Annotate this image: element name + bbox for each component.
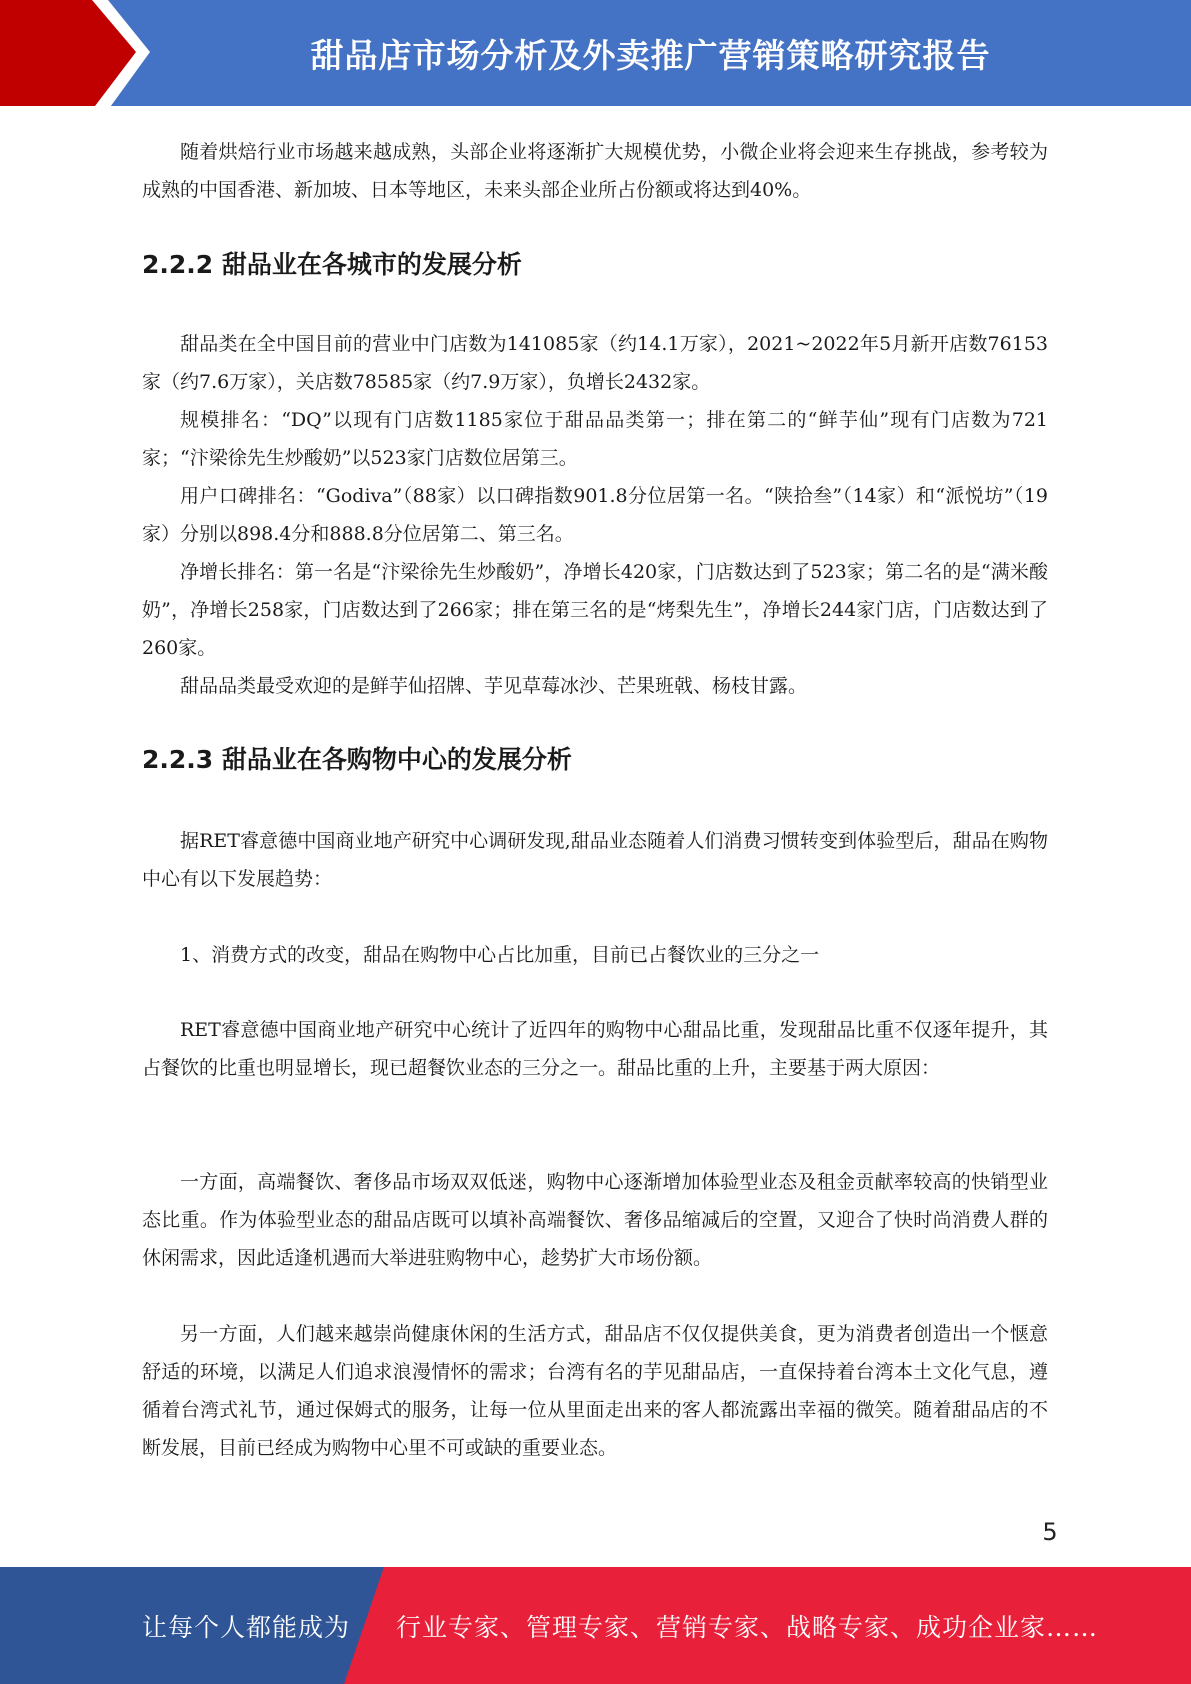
page-header [0, 0, 1191, 110]
page-number: 5 [1042, 1518, 1058, 1546]
footer-slogan-right: 行业专家、管理专家、营销专家、战略专家、成功企业家…… [396, 1612, 1099, 1642]
footer-slogan-left: 让每个人都能成为 [142, 1612, 351, 1642]
paragraph-reason-one: 一方面，高端餐饮、奢侈品市场双双低迷，购物中心逐渐增加体验型业态及租金贡献率较高的快销型业态比重。作为体验型业态的甜品店既可以填补高端餐饮、奢侈品缩减后的空置，又迎合了快时尚消费人群的休闲需求，因此适逢机遇而大举进驻购物中心，趁势扩大市场份额。 [142, 1171, 1048, 1269]
section-heading-2-2-2: 2.2.2 甜品业在各城市的发展分析 [142, 250, 522, 279]
paragraph-scale-ranking: 规模排名：“DQ”以现有门店数1185家位于甜品品类第一；排在第二的“鲜芋仙”现有门店数为721家；“汴梁徐先生炒酸奶”以523家门店数位居第三。 [142, 409, 1048, 469]
paragraph-store-counts: 甜品类在全中国目前的营业中门店数为141085家（约14.1万家），2021~2022年5月新开店数76153家（约7.6万家），关店数78585家（约7.9万家），负增长2432家。 [142, 333, 1048, 393]
paragraph-trend-1: 1、消费方式的改变，甜品在购物中心占比加重，目前已占餐饮业的三分之一 [180, 944, 820, 966]
paragraph-popular-items: 甜品品类最受欢迎的是鲜芋仙招牌、芋见草莓冰沙、芒果班戟、杨枝甘露。 [180, 675, 808, 697]
paragraph-net-growth-ranking: 净增长排名：第一名是“汴梁徐先生炒酸奶”，净增长420家，门店数达到了523家；第二名的是“满米酸奶”，净增长258家，门店数达到了266家；排在第三名的是“烤梨先生”，净增长244家门店，门店数达到了260家。 [142, 561, 1048, 659]
paragraph-reason-two: 另一方面，人们越来越崇尚健康休闲的生活方式，甜品店不仅仅提供美食，更为消费者创造出一个惬意舒适的环境，以满足人们追求浪漫情怀的需求；台湾有名的芋见甜品店，一直保持着台湾本土文化气息，遵循着台湾式礼节，通过保姆式的服务，让每一位从里面走出来的客人都流露出幸福的微笑。随着甜品店的不断发展，目前已经成为购物中心里不可或缺的重要业态。 [142, 1323, 1048, 1459]
page-footer [0, 1567, 1191, 1684]
intro-paragraph: 随着烘焙行业市场越来越成熟，头部企业将逐渐扩大规模优势，小微企业将会迎来生存挑战，参考较为成熟的中国香港、新加坡、日本等地区，未来头部企业所占份额或将达到40%。 [142, 141, 1048, 201]
paragraph-ret-survey: 据RET睿意德中国商业地产研究中心调研发现,甜品业态随着人们消费习惯转变到体验型后，甜品在购物中心有以下发展趋势： [142, 830, 1048, 890]
paragraph-reputation-ranking: 用户口碑排名：“Godiva”（88家）以口碑指数901.8分位居第一名。“陕拾叁”（14家）和“派悦坊”（19家）分别以898.4分和888.8分位居第二、第三名。 [142, 485, 1048, 545]
section-heading-2-2-3: 2.2.3 甜品业在各购物中心的发展分析 [142, 745, 572, 774]
paragraph-ret-statistics: RET睿意德中国商业地产研究中心统计了近四年的购物中心甜品比重，发现甜品比重不仅逐年提升，其占餐饮的比重也明显增长，现已超餐饮业态的三分之一。甜品比重的上升，主要基于两大原因： [142, 1019, 1048, 1079]
document-title: 甜品店市场分析及外卖推广营销策略研究报告 [310, 35, 991, 75]
